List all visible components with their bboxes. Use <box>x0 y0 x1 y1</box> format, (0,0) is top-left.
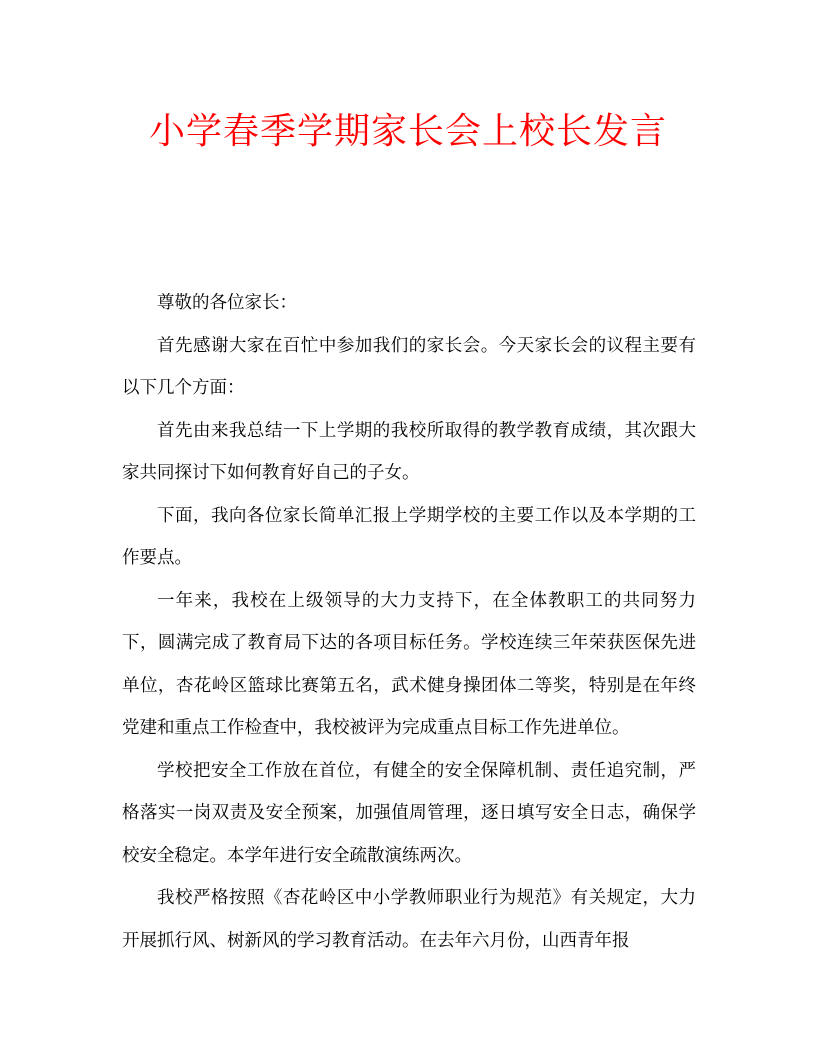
paragraph-1: 首先感谢大家在百忙中参加我们的家长会。今天家长会的议程主要有以下几个方面： <box>122 335 696 398</box>
paragraph-salutation: 尊敬的各位家长： <box>157 293 297 313</box>
document-body <box>122 282 696 962</box>
paragraph-5: 学校把安全工作放在首位，有健全的安全保障机制、责任追究制，严格落实一岗双责及安全预案，加强值周管理，逐日填写安全日志，确保学校安全稳定。本学年进行安全疏散演练两次。 <box>122 760 696 866</box>
paragraph-2: 首先由来我总结一下上学期的我校所取得的教学教育成绩，其次跟大家共同探讨下如何教育好自己的子女。 <box>122 420 696 483</box>
paragraph-3: 下面，我向各位家长简单汇报上学期学校的主要工作以及本学期的工作要点。 <box>122 505 696 568</box>
paragraph-4: 一年来，我校在上级领导的大力支持下，在全体教职工的共同努力下，圆满完成了教育局下达的各项目标任务。学校连续三年荣获医保先进单位，杏花岭区篮球比赛第五名，武术健身操团体二等奖，特别是在年终党建和重点工作检查中，我校被评为完成重点目标工作先进单位。 <box>122 590 696 738</box>
paragraph-6: 我校严格按照《杏花岭区中小学教师职业行为规范》有关规定，大力开展抓行风、树新风的学习教育活动。在去年六月份，山西青年报 <box>122 888 696 951</box>
document-title: 小学春季学期家长会上校长发言 <box>148 111 667 152</box>
